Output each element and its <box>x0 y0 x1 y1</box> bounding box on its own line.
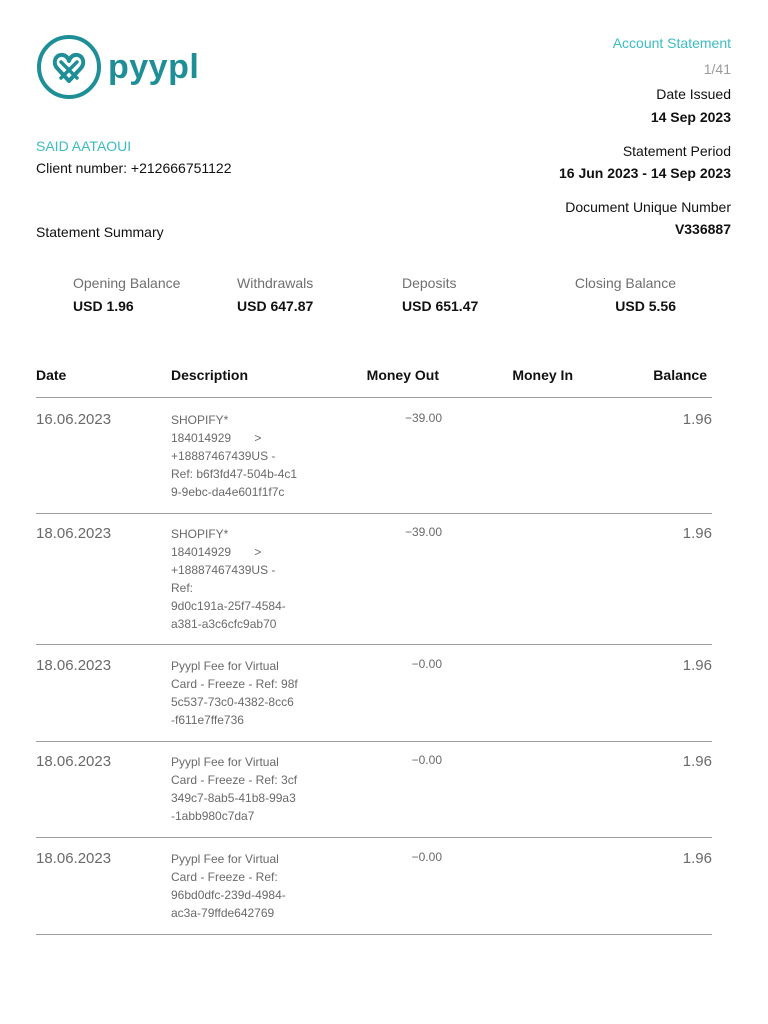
table-divider <box>36 513 712 514</box>
pyypl-logo-icon <box>36 34 102 100</box>
withdrawals-value: USD 647.87 <box>237 298 314 314</box>
statement-summary-title: Statement Summary <box>36 224 164 240</box>
row-money-out: −39.00 <box>404 411 442 425</box>
opening-balance-value: USD 1.96 <box>73 298 134 314</box>
row-balance: 1.96 <box>682 657 712 674</box>
statement-period-value: 16 Jun 2023 - 14 Sep 2023 <box>559 165 731 181</box>
row-date: 18.06.2023 <box>36 753 112 770</box>
deposits-label: Deposits <box>402 275 457 291</box>
document-number-label: Document Unique Number <box>565 199 731 215</box>
pyypl-logo <box>36 34 199 100</box>
row-description: Pyypl Fee for Virtual Card - Freeze - Ref: 3cf 349c7-8ab5-41b8-99a3 -1abb980c7da7 <box>171 755 298 823</box>
table-divider <box>36 837 712 838</box>
table-divider <box>36 934 712 935</box>
table-divider <box>36 741 712 742</box>
date-issued-label: Date Issued <box>656 86 731 102</box>
statement-period-label: Statement Period <box>622 143 731 159</box>
row-balance: 1.96 <box>682 753 712 770</box>
closing-balance-label: Closing Balance <box>574 275 676 291</box>
row-balance: 1.96 <box>682 411 712 428</box>
row-balance: 1.96 <box>682 525 712 542</box>
column-header-money-in: Money In <box>512 367 573 383</box>
row-description: SHOPIFY* 184014929 > +18887467439US - Ref: b6f3fd47-504b-4c1 9-9ebc-da4e601f1f7c <box>171 413 298 499</box>
deposits-value: USD 651.47 <box>402 298 479 314</box>
row-date: 16.06.2023 <box>36 411 112 428</box>
date-issued-value: 14 Sep 2023 <box>650 109 731 125</box>
column-header-description: Description <box>171 367 249 383</box>
row-date: 18.06.2023 <box>36 525 112 542</box>
opening-balance-label: Opening Balance <box>73 275 181 291</box>
row-date: 18.06.2023 <box>36 657 112 674</box>
statement-title: Account Statement <box>612 35 731 51</box>
page-indicator: 1/41 <box>703 61 731 77</box>
row-description: Pyypl Fee for Virtual Card - Freeze - Ref: 96bd0dfc-239d-4984- ac3a-79ffde642769 <box>171 852 286 920</box>
row-money-out: −39.00 <box>404 525 442 539</box>
closing-balance-value: USD 5.56 <box>615 298 676 314</box>
row-description: SHOPIFY* 184014929 > +18887467439US - Ref: 9d0c191a-25f7-4584- a381-a3c6cfc9ab70 <box>171 527 286 631</box>
column-header-money-out: Money Out <box>366 367 439 383</box>
table-divider <box>36 644 712 645</box>
brand-name: pyypl <box>108 48 200 86</box>
row-money-out: −0.00 <box>411 753 442 767</box>
row-money-out: −0.00 <box>411 850 442 864</box>
column-header-date: Date <box>36 367 67 383</box>
table-divider <box>36 397 712 398</box>
client-name: SAID AATAOUI <box>36 138 132 154</box>
row-money-out: −0.00 <box>411 657 442 671</box>
column-header-balance: Balance <box>653 367 707 383</box>
withdrawals-label: Withdrawals <box>237 275 314 291</box>
row-balance: 1.96 <box>682 850 712 867</box>
document-number-value: V336887 <box>674 221 731 237</box>
client-number: Client number: +212666751122 <box>36 160 232 176</box>
row-description: Pyypl Fee for Virtual Card - Freeze - Ref: 98f 5c537-73c0-4382-8cc6 -f611e7ffe736 <box>171 659 298 727</box>
row-date: 18.06.2023 <box>36 850 112 867</box>
